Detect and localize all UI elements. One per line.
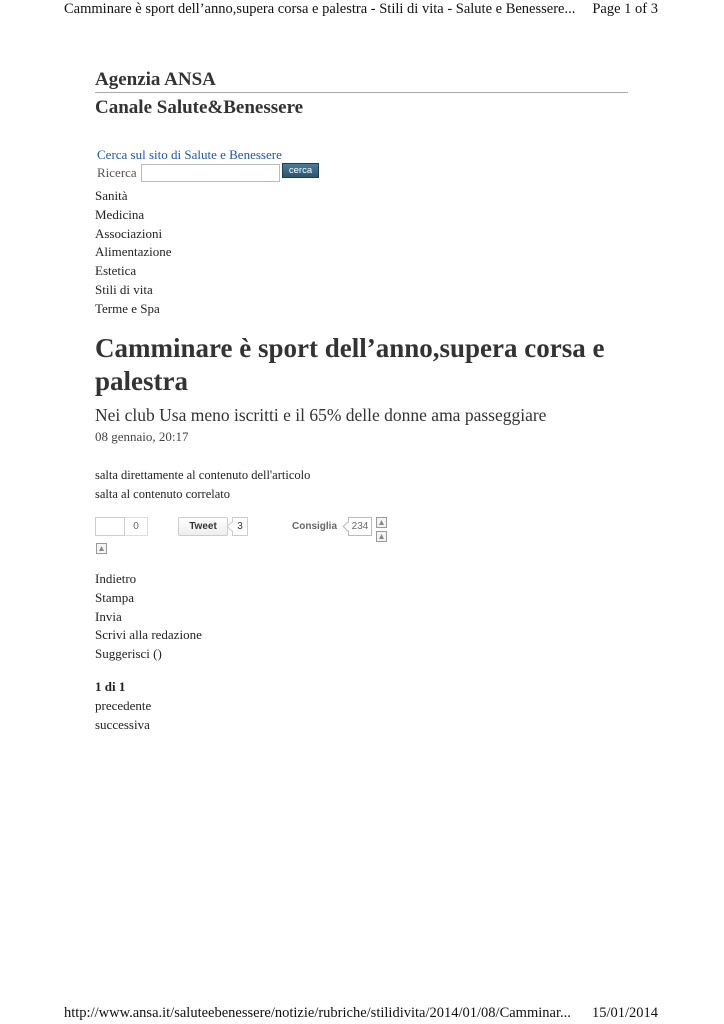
print-footer [64, 1005, 658, 1022]
nav-item-associazioni[interactable]: Associazioni [95, 225, 163, 241]
write-editors-link[interactable]: Scrivi alla redazione [95, 627, 202, 643]
nav-item-stili-di-vita[interactable]: Stili di vita [95, 281, 153, 297]
nav-item-alimentazione[interactable]: Alimentazione [95, 244, 172, 260]
search-row [97, 164, 319, 182]
nav-item-medicina[interactable]: Medicina [95, 206, 145, 222]
tweet-button[interactable]: Tweet [178, 517, 228, 536]
nav-item-terme-e-spa[interactable]: Terme e Spa [95, 300, 160, 316]
print-header [64, 1, 658, 18]
broken-image-icon [376, 531, 387, 542]
print-footer-url: http://www.ansa.it/saluteebenessere/notizie/rubriche/stilidivita/2014/01/08/Camminar... [64, 1005, 571, 1021]
pager-count: 1 di 1 [95, 679, 126, 694]
search-form [97, 146, 319, 182]
skip-to-article-link[interactable]: salta direttamente al contenuto dell'articolo [95, 468, 311, 482]
suggest-link[interactable]: Suggerisci () [95, 646, 162, 662]
pager-next-link[interactable]: successiva [95, 717, 150, 732]
print-footer-date: 15/01/2014 [591, 1005, 658, 1021]
header-divider [95, 92, 628, 93]
like-count: 0 [125, 517, 148, 536]
pager [95, 677, 151, 734]
section-nav [95, 187, 172, 319]
article-subtitle: Nei club Usa meno iscritti e il 65% delle donne ama passeggiare [95, 405, 547, 425]
print-header-page: Page 1 of 3 [592, 1, 658, 17]
print-header-title: Camminare è sport dell’anno,supera corsa e palestra - Stili di vita - Salute e Benessere... [64, 1, 576, 17]
back-link[interactable]: Indietro [95, 571, 137, 586]
nav-item-sanita[interactable]: Sanità [95, 188, 128, 203]
broken-image-icon [376, 517, 387, 528]
skip-to-related-link[interactable]: salta al contenuto correlato [95, 487, 231, 501]
site-header [95, 67, 628, 122]
send-link[interactable]: Invia [95, 608, 122, 624]
print-link[interactable]: Stampa [95, 589, 134, 605]
skip-links [95, 466, 310, 504]
recommend-count: 234 [348, 517, 372, 536]
recommend-button[interactable]: Consiglia [292, 521, 338, 532]
article-date: 08 gennaio, 20:17 [95, 429, 189, 444]
like-button[interactable] [95, 517, 125, 536]
search-input[interactable] [141, 164, 280, 182]
search-label: Ricerca [97, 165, 137, 180]
broken-image-icon [96, 543, 107, 554]
article-title: Camminare è sport dell’anno,supera corsa e palestra [95, 333, 605, 396]
search-button[interactable]: cerca [282, 163, 319, 178]
channel-name[interactable]: Canale Salute&Benessere [95, 97, 304, 118]
search-site-link[interactable]: Cerca sul sito di Salute e Benessere [97, 147, 282, 162]
pager-prev-link[interactable]: precedente [95, 698, 152, 713]
social-bar [95, 517, 395, 543]
article-actions [95, 570, 202, 664]
nav-item-estetica[interactable]: Estetica [95, 263, 137, 279]
tweet-count: 3 [232, 517, 248, 536]
agency-name[interactable]: Agenzia ANSA [95, 69, 216, 90]
